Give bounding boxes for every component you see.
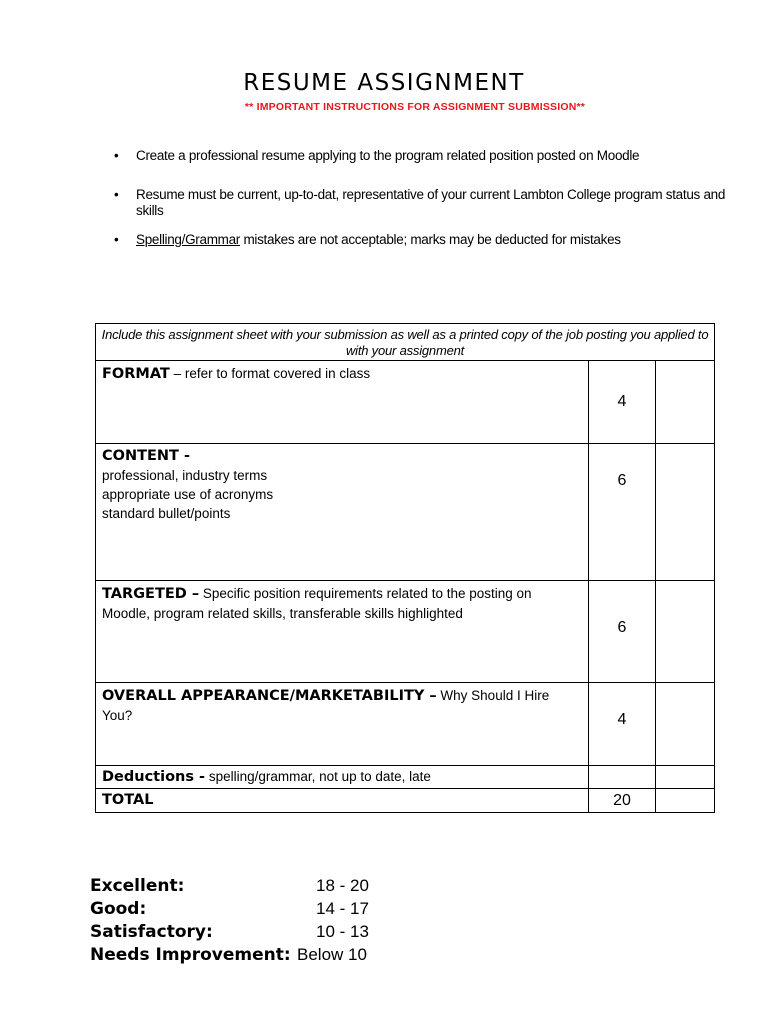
rubric-row-appearance — [96, 683, 715, 766]
criterion-cell — [96, 361, 589, 444]
criterion-description: – refer to format covered in class — [169, 366, 371, 381]
criterion-cell — [96, 683, 589, 766]
criterion-points: 6 — [589, 444, 656, 581]
grade-label: Good: — [90, 899, 147, 919]
rubric-row-total — [96, 789, 715, 813]
criterion-heading: OVERALL APPEARANCE/MARKETABILITY – — [102, 688, 437, 704]
grade-range: 18 - 20 — [316, 876, 369, 895]
rubric-note-row — [96, 324, 715, 361]
criterion-points: 4 — [589, 683, 656, 766]
instruction-text: Resume must be current, up-to-dat, representative of your current Lambton College program status and skills — [136, 187, 726, 218]
criterion-line: standard bullet/points — [102, 506, 231, 521]
criterion-description: Why Should I Hire You? — [102, 688, 550, 723]
rubric-row-format — [96, 361, 715, 444]
grade-range: Below 10 — [297, 945, 367, 964]
score-cell — [656, 581, 715, 683]
criterion-description: spelling/grammar, not up to date, late — [205, 769, 431, 784]
grade-label: Needs Improvement: — [90, 945, 291, 965]
criterion-heading: TARGETED – — [102, 586, 200, 602]
criterion-heading: CONTENT - — [102, 448, 190, 464]
instruction-item — [136, 148, 736, 164]
instructions-list — [136, 148, 736, 248]
criterion-cell — [96, 581, 589, 683]
rubric-row-content — [96, 444, 715, 581]
grade-range: 10 - 13 — [316, 922, 369, 941]
grade-label: Excellent: — [90, 876, 185, 896]
total-points: 20 — [589, 789, 656, 813]
instruction-item — [136, 232, 736, 248]
score-cell — [656, 444, 715, 581]
rubric-table — [95, 323, 715, 813]
rubric-row-targeted — [96, 581, 715, 683]
instruction-text: Create a professional resume applying to the program related position posted on Moodle — [136, 148, 640, 163]
rubric-note: Include this assignment sheet with your submission as well as a printed copy of the job posting you applied to with your assignment — [96, 324, 715, 361]
criterion-heading: Deductions - — [102, 769, 206, 785]
instruction-item — [136, 187, 736, 219]
score-cell — [656, 361, 715, 444]
rubric-row-deductions — [96, 766, 715, 789]
criterion-line: professional, industry terms — [102, 468, 268, 483]
criterion-description: Specific position requirements related to the posting on Moodle, program related skills, transferable skills highlighted — [102, 586, 532, 621]
criterion-points — [589, 766, 656, 789]
criterion-points: 6 — [589, 581, 656, 683]
score-cell — [656, 766, 715, 789]
criterion-line: appropriate use of acronyms — [102, 487, 274, 502]
criterion-heading: FORMAT — [102, 366, 170, 382]
score-cell — [656, 683, 715, 766]
total-label: TOTAL — [102, 792, 154, 808]
grade-range: 14 - 17 — [316, 899, 369, 918]
criterion-cell — [96, 766, 589, 789]
document-subtitle: ** IMPORTANT INSTRUCTIONS FOR ASSIGNMENT SUBMISSION** — [244, 101, 586, 113]
total-label-cell — [96, 789, 589, 813]
grade-label: Satisfactory: — [90, 922, 213, 942]
instruction-underlined-text: Spelling/Grammar — [136, 232, 240, 247]
document-title: RESUME ASSIGNMENT — [243, 70, 525, 96]
score-cell — [656, 789, 715, 813]
criterion-points: 4 — [589, 361, 656, 444]
criterion-cell — [96, 444, 589, 581]
instruction-text: mistakes are not acceptable; marks may be deducted for mistakes — [240, 232, 621, 247]
